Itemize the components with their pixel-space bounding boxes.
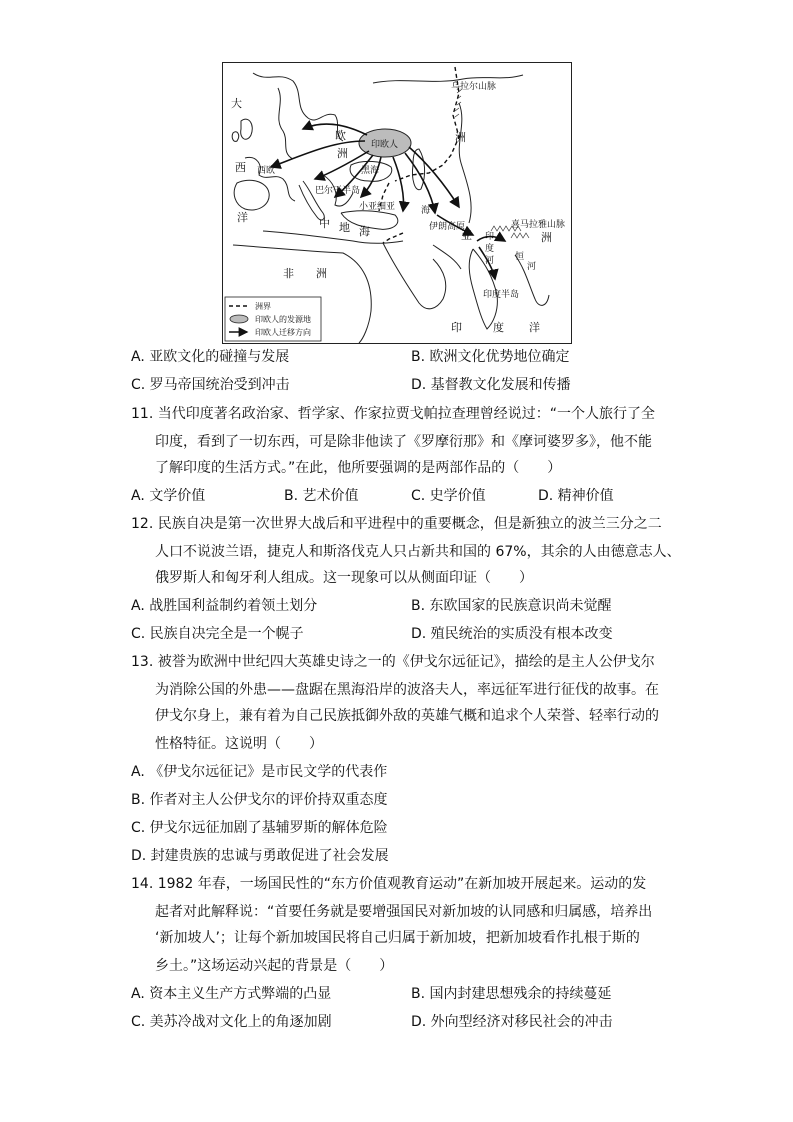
q13-option-a[interactable]: A. 《伊戈尔远征记》是市民文学的代表作 (131, 764, 388, 780)
q12-options-row1 (131, 596, 612, 616)
map-label-baergan: 巴尔干半岛 (315, 186, 361, 196)
map-label-hai2: 海 (421, 206, 431, 216)
q14-stem-line2: 起者对此解释说：“首要任务就是要增强国民对新加坡的认同感和归属感，培养出 (155, 904, 653, 920)
map-label-hai: 海 (359, 225, 370, 238)
map-label-origin: 印欧人 (371, 140, 399, 150)
q11-stem-line3: 了解印度的生活方式。”在此，他所要强调的是两部作品的（ ） (155, 460, 562, 476)
q13-stem-line4: 性格特征。这说明（ ） (155, 736, 323, 752)
q14-stem-line1: 14. 1982 年春，一场国民性的“东方价值观教育运动”在新加坡开展起来。运动的发 (131, 876, 647, 892)
q14-stem-line4: 乡土。”这场运动兴起的背景是（ ） (155, 958, 394, 974)
legend-migration: 印欧人迁移方向 (255, 328, 311, 337)
legend-boundary: 洲界 (255, 302, 271, 311)
legend-origin: 印欧人的发源地 (255, 315, 311, 324)
q11-option-c[interactable]: C. 史学价值 (411, 488, 486, 504)
q12-option-d[interactable]: D. 殖民统治的实质没有根本改变 (411, 626, 613, 642)
map-label-heihai: 黑海 (361, 166, 380, 176)
q10-options-row1 (131, 347, 570, 367)
q12-stem-line1: 12. 民族自决是第一次世界大战后和平进程中的重要概念，但是新独立的波兰三分之二 (131, 516, 662, 532)
q10-option-c[interactable]: C. 罗马帝国统治受到冲击 (131, 377, 290, 393)
map-label-zhou-asia: 洲 (455, 131, 466, 144)
map-label-da: 大 (231, 97, 242, 110)
q11-stem-line1: 11. 当代印度著名政治家、哲学家、作家拉贾戈帕拉查理曾经说过：“一个人旅行了全 (131, 406, 655, 422)
map-label-ya: 亚 (461, 229, 472, 242)
q10-option-a[interactable]: A. 亚欧文化的碰撞与发展 (131, 349, 290, 365)
map-label-feizhou: 非 洲 (283, 267, 327, 280)
map-label-wulal: 乌拉尔山脉 (451, 82, 497, 92)
q11-option-b[interactable]: B. 艺术价值 (284, 488, 359, 504)
map-label-he: 河 (485, 256, 495, 266)
map-svg (223, 63, 571, 343)
migration-map (222, 62, 572, 344)
map-label-du: 度 (493, 321, 504, 334)
map-label-xi-ou: 西欧 (257, 166, 276, 176)
map-label-ou: 欧 (335, 129, 346, 142)
q12-option-b[interactable]: B. 东欧国家的民族意识尚未觉醒 (411, 598, 612, 614)
map-label-xi: 西 (235, 161, 246, 174)
map-label-heng: 恒 (515, 252, 525, 262)
q11-options-row (131, 486, 614, 506)
map-label-yindu-peninsula: 印度半岛 (483, 290, 520, 300)
map-label-xiaoyaxiya: 小亚细亚 (359, 202, 396, 212)
q12-stem-line3: 俄罗斯人和匈牙利人组成。这一现象可以从侧面印证（ ） (155, 570, 533, 586)
map-label-yang: 洋 (237, 211, 248, 224)
q14-option-a[interactable]: A. 资本主义生产方式弊端的凸显 (131, 986, 332, 1002)
q11-stem-line2: 印度，看到了一切东西，可是除非他读了《罗摩衍那》和《摩诃婆罗多》，他不能 (155, 434, 652, 450)
map-label-zhong: 中 (319, 217, 330, 230)
q11-option-d[interactable]: D. 精神价值 (538, 488, 614, 504)
q14-options-row1 (131, 984, 612, 1004)
map-label-yin2: 印 (485, 232, 495, 242)
q13-option-c[interactable]: C. 伊戈尔远征加剧了基辅罗斯的解体危险 (131, 820, 388, 836)
map-label-zhou-eu: 洲 (337, 147, 348, 160)
q12-option-a[interactable]: A. 战胜国利益制约着领土划分 (131, 598, 318, 614)
q13-stem-line1: 13. 被誉为欧洲中世纪四大英雄史诗之一的《伊戈尔远征记》，描绘的是主人公伊戈尔 (131, 654, 655, 670)
map-label-yin: 印 (451, 321, 462, 334)
q10-option-b[interactable]: B. 欧洲文化优势地位确定 (411, 349, 570, 365)
q14-option-b[interactable]: B. 国内封建思想残余的持续蔓延 (411, 986, 612, 1002)
q13-stem-line2: 为消除公国的外患——盘踞在黑海沿岸的波洛夫人，率远征军进行征伐的故事。在 (155, 682, 659, 698)
q12-options-row2 (131, 624, 613, 644)
q13-option-b[interactable]: B. 作者对主人公伊戈尔的评价持双重态度 (131, 792, 388, 808)
map-label-di: 地 (339, 221, 350, 234)
q14-stem-line3: ‘新加坡人’；让每个新加坡国民将自己归属于新加坡，把新加坡看作扎根于斯的 (155, 930, 640, 946)
map-label-du2: 度 (485, 244, 495, 254)
map-label-ximalaya: 喜马拉雅山脉 (511, 220, 566, 230)
q10-options-row2 (131, 375, 571, 395)
q14-option-d[interactable]: D. 外向型经济对移民社会的冲击 (411, 1014, 613, 1030)
map-label-yilang: 伊朗高原 (429, 222, 466, 232)
q14-options-row2 (131, 1012, 613, 1032)
map-label-he2: 河 (527, 262, 537, 272)
q14-option-c[interactable]: C. 美苏冷战对文化上的角逐加剧 (131, 1014, 332, 1030)
map-label-yang2: 洋 (529, 321, 540, 334)
map-label-zhou3: 洲 (541, 231, 552, 244)
q11-option-a[interactable]: A. 文学价值 (131, 488, 206, 504)
q12-option-c[interactable]: C. 民族自决完全是一个幌子 (131, 626, 304, 642)
q13-stem-line3: 伊戈尔身上，兼有着为自己民族抵御外敌的英雄气概和追求个人荣誉、轻率行动的 (155, 708, 659, 724)
q13-option-d[interactable]: D. 封建贵族的忠诚与勇敢促进了社会发展 (131, 848, 389, 864)
q10-option-d[interactable]: D. 基督教文化发展和传播 (411, 377, 571, 393)
map-legend (225, 297, 321, 341)
q12-stem-line2: 人口不说波兰语，捷克人和斯洛伐克人只占新共和国的 67%，其余的人由德意志人、 (155, 544, 681, 560)
